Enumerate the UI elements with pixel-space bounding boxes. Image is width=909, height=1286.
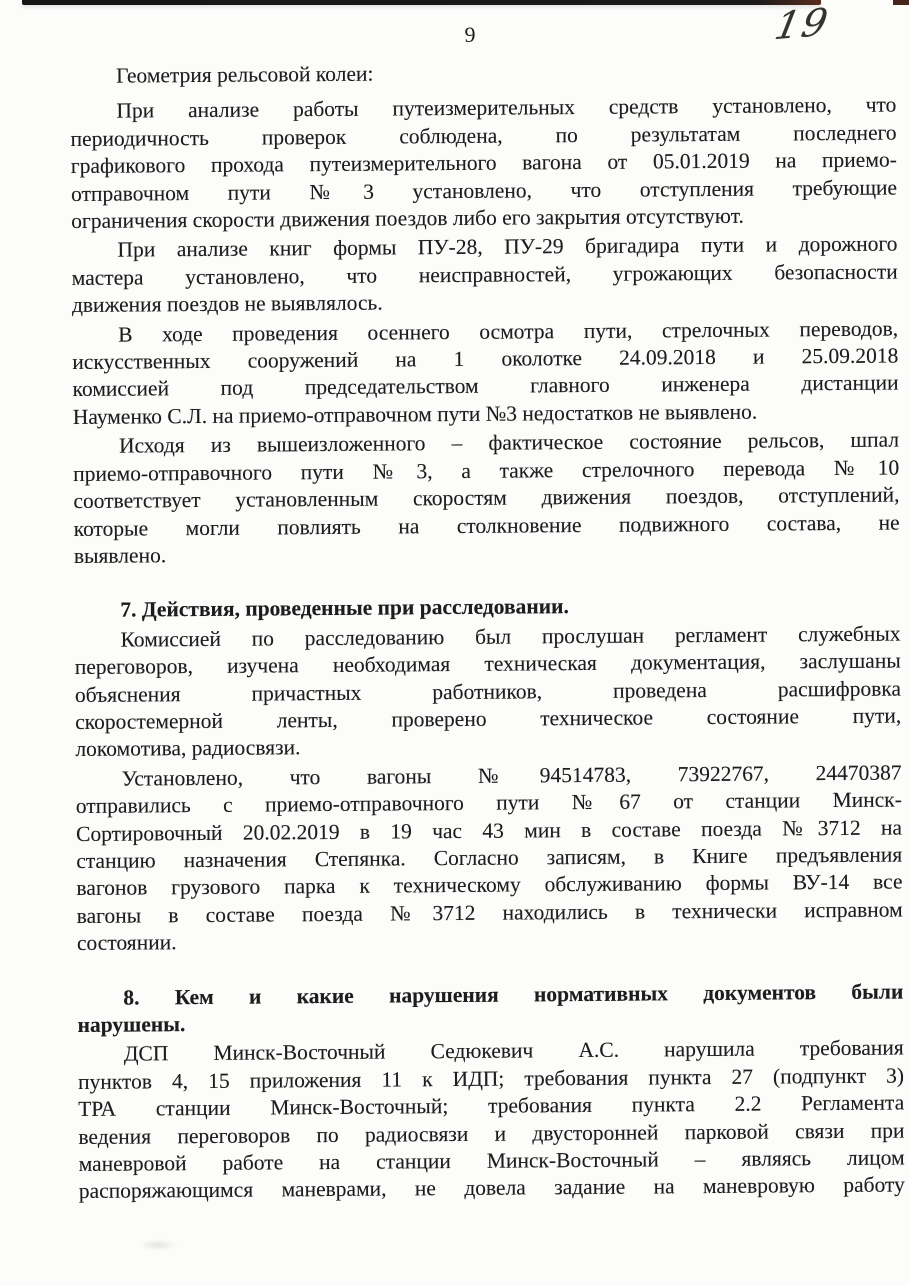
paragraph: [74, 620, 901, 764]
text-line: переговоров, изучена необходимая техническая документация, заслушаны: [74, 648, 901, 680]
text-line: состоянии.: [76, 930, 177, 956]
text-line: отправочном пути №3 установлено, что отступления требующие: [70, 175, 898, 206]
text-line: пунктов 4, 15 приложения 11 к ИДП; требования пункта 27 (подпункт 3): [77, 1063, 905, 1094]
text-line: ДСП Минск-Восточный Седюкевич А.С. нарушила требования: [123, 1035, 904, 1067]
handwritten-sheet-number: 19: [771, 0, 834, 49]
scan-artifact-top-line: [22, 0, 821, 5]
text-line: Науменко С.Л. на приемо-отправочном пути №3 недостатков не выявлено.: [72, 399, 758, 429]
scan-artifact-corner-mark: [893, 0, 909, 5]
paragraph: [71, 231, 898, 320]
text-line: комиссией под председательством главного инженера дистанции: [72, 370, 899, 402]
paragraph: [72, 315, 899, 431]
text-line: ограничения скорости движения поездов либо его закрытия отсутствуют.: [71, 203, 744, 234]
text-line: При анализе книг формы ПУ-28, ПУ-29 бригадира пути и дорожного: [117, 231, 898, 263]
paragraph: [73, 427, 900, 571]
text-line: которые могли повлиять на столкновение подвижного состава, не: [73, 509, 900, 541]
text-line: нарушены.: [77, 1012, 186, 1037]
document-body-text: [70, 55, 905, 1206]
text-line: движения поездов не выявлялось.: [71, 290, 383, 318]
text-line: 7. Действия, проведенные при расследовании.: [120, 594, 569, 622]
text-line: мастера установлено, что неисправностей, угрожающих безопасности: [71, 259, 898, 290]
text-line: соответствует установленным скоростям движения поездов, отступлений,: [73, 482, 900, 514]
text-line: выявлено.: [73, 543, 167, 568]
text-line: вагоны в составе поезда №3712 находились в технически исправном: [76, 897, 903, 928]
paragraph: [76, 759, 903, 957]
text-line: Геометрия рельсовой колеи:: [116, 61, 374, 88]
text-line: отправились с приемо-отправочного пути №67 от станции Минск-: [75, 787, 902, 819]
text-line: станцию назначения Степянка. Согласно записям, в Книге предъявления: [76, 842, 903, 873]
text-line: Исходя из вышеизложенного – фактическое состояние рельсов, шпал: [118, 427, 900, 458]
text-line: распоряжающимся маневрами, не довела задание на маневровую работу: [78, 1172, 905, 1204]
text-line: 8. Кем и какие нарушения нормативных документов были: [123, 979, 904, 1010]
text-line: искусственных сооружений на 1 околотке 24.09.2018 и 25.09.2018: [72, 343, 899, 375]
text-line: графикового прохода путеизмерительного вагона от 05.01.2019 на приемо-: [70, 147, 897, 179]
text-line: локомотива, радиосвязи.: [75, 735, 301, 762]
section-heading: [74, 591, 900, 625]
text-line: вагонов грузового парка к техническому обслуживанию формы ВУ-14 все: [76, 869, 903, 901]
text-line: объяснения причастных работников, проведена расшифровка: [74, 676, 902, 707]
text-line: ведения переговоров по радиосвязи и двусторонней парковой связи при: [78, 1118, 905, 1149]
text-line: ТРА станции Минск-Восточный; требования пункта 2.2 Регламента: [78, 1090, 905, 1122]
scan-smudge: [138, 1240, 178, 1250]
section-heading: [77, 978, 903, 1039]
paragraph: [70, 57, 896, 91]
text-line: скоростемерной ленты, проверено техническое состояние пути,: [75, 703, 902, 734]
text-line: Сортировочный 20.02.2019 в 19 час 43 мин в составе поезда №3712 на: [75, 815, 903, 846]
text-line: При анализе работы путеизмерительных средств установлено, что: [116, 92, 897, 124]
text-line: маневровой работе на станции Минск-Восточный – являясь лицом: [78, 1145, 905, 1176]
paragraph: [70, 92, 897, 236]
text-line: приемо-отправочного пути №3, а также стрелочного перевода №10: [73, 455, 900, 486]
page-number: 9: [464, 22, 476, 47]
text-line: В ходе проведения осеннего осмотра пути, стрелочных переводов,: [118, 316, 899, 347]
text-line: периодичность проверок соблюдена, по результатам последнего: [70, 120, 897, 151]
text-line: Комиссией по расследованию был прослушан регламент служебных: [120, 621, 901, 652]
text-line: Установлено, что вагоны №94514783, 73922767, 24470387: [121, 760, 902, 791]
paragraph: [78, 1035, 905, 1206]
